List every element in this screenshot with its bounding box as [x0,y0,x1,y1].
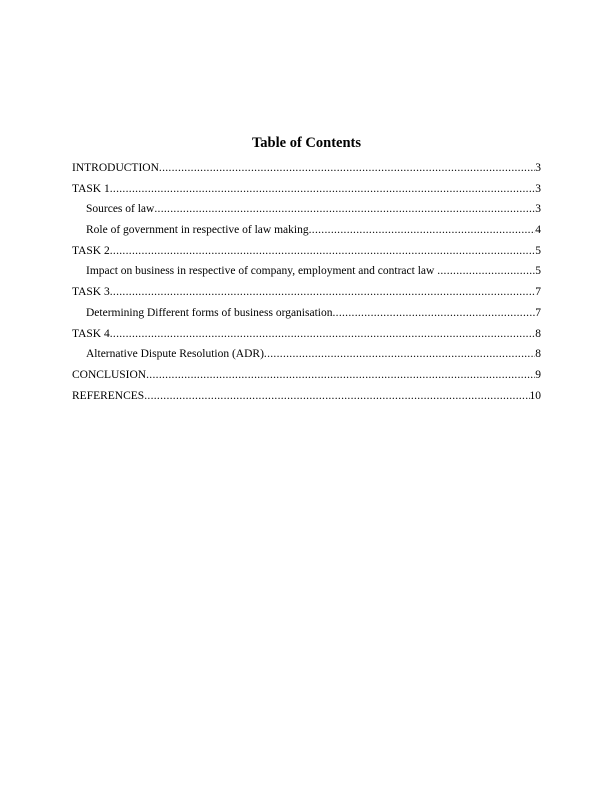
toc-entry-adr[interactable] [72,344,541,365]
toc-leader-dots [110,241,536,262]
toc-entry-page: 8 [535,348,541,361]
toc-entry-label: REFERENCES [72,389,145,402]
toc-entry-page: 7 [535,286,541,299]
toc-leader-dots [144,386,529,407]
toc-entry-page: 3 [535,182,541,195]
toc-entry-page: 10 [529,389,541,402]
toc-leader-dots [264,344,535,365]
toc-leader-dots [332,303,535,324]
toc-entry-sources-of-law[interactable] [72,199,541,220]
toc-entry-page: 7 [535,306,541,319]
toc-entry-page: 5 [535,244,541,257]
toc-leader-dots [154,199,535,220]
toc-leader-dots [110,179,536,200]
toc-entry-label: Role of government in respective of law making [86,224,309,237]
toc-entry-label: Alternative Dispute Resolution (ADR) [86,348,264,361]
toc-leader-dots [159,158,535,179]
toc-entry-page: 3 [535,203,541,216]
toc-entry-label: TASK 1 [72,182,110,195]
toc-entry-label: INTRODUCTION [72,162,159,174]
toc-entry-page: 9 [535,368,541,381]
toc-entry-page: 8 [535,327,541,340]
toc-entry-task-3[interactable] [72,282,541,303]
toc-entry-impact-on-business[interactable] [72,261,541,282]
toc-entry-references[interactable] [72,386,541,407]
toc-leader-dots [309,220,536,241]
toc-entry-forms-of-business-organisation[interactable] [72,303,541,324]
toc-entry-page: 3 [535,162,541,174]
table-of-contents [72,134,541,406]
toc-entry-role-of-government[interactable] [72,220,541,241]
toc-entry-task-1[interactable] [72,179,541,200]
toc-entry-label: Determining Different forms of business organisation [86,306,333,319]
toc-entry-label: Impact on business in respective of company, employment and contract law [86,265,438,278]
toc-entry-page: 5 [535,265,541,278]
toc-list [72,158,541,406]
toc-leader-dots [146,365,535,386]
toc-entry-label: Sources of law [86,203,155,216]
toc-entry-introduction[interactable] [72,158,541,179]
toc-entry-task-4[interactable] [72,324,541,345]
toc-leader-dots [110,282,536,303]
toc-leader-dots [110,324,536,345]
toc-entry-label: TASK 2 [72,244,110,257]
toc-entry-task-2[interactable] [72,241,541,262]
toc-entry-label: TASK 4 [72,327,110,340]
toc-entry-conclusion[interactable] [72,365,541,386]
toc-entry-label: TASK 3 [72,286,110,299]
toc-entry-page: 4 [535,224,541,237]
toc-title: Table of Contents [251,135,362,151]
toc-leader-dots [437,261,535,282]
toc-entry-label: CONCLUSION [72,368,147,381]
